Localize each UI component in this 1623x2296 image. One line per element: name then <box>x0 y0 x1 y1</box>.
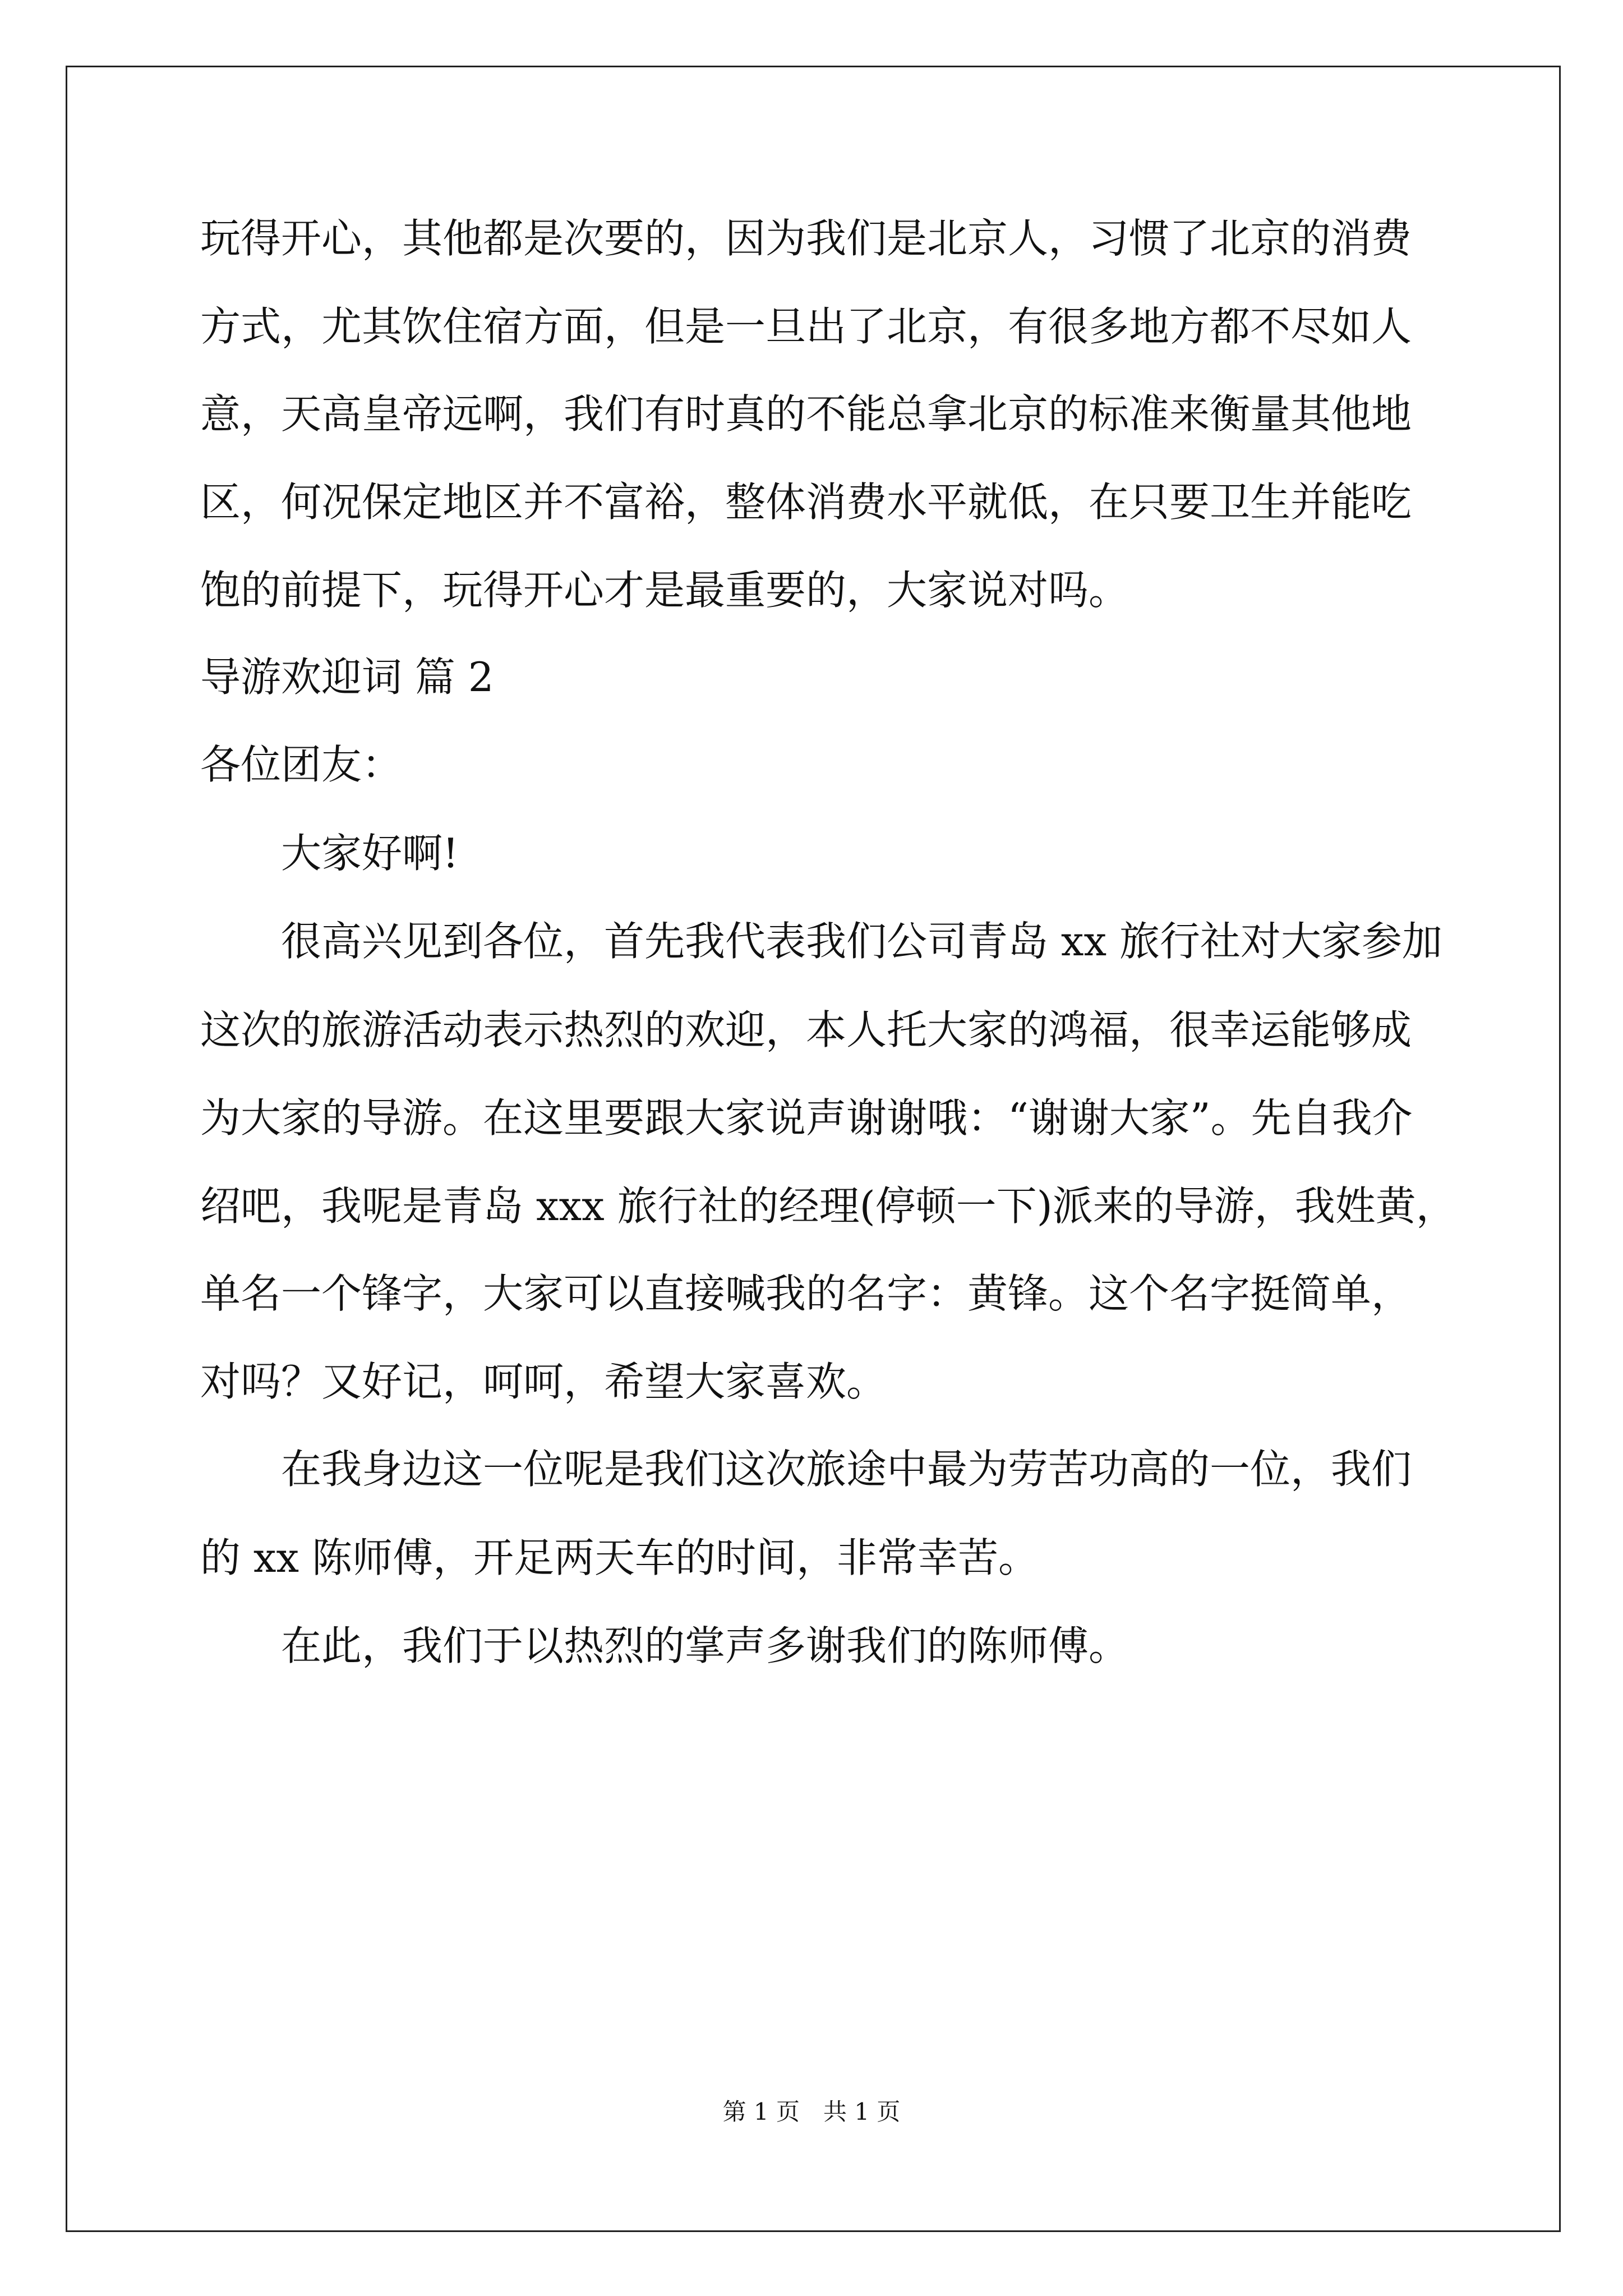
paragraph-line: 的 xx 陈师傅，开足两天车的时间，非常幸苦。 <box>200 1534 1039 1581</box>
page-number-footer: 第 1 页 共 1 页 <box>722 2098 901 2125</box>
paragraph-line: 对吗？又好记，呵呵，希望大家喜欢。 <box>200 1358 887 1405</box>
paragraph-line: 方式，尤其饮住宿方面，但是一旦出了北京，有很多地方都不尽如人 <box>200 303 1412 350</box>
paragraph-line: 在此，我们于以热烈的掌声多谢我们的陈师傅。 <box>281 1622 1129 1669</box>
paragraph-line: 单名一个锋字，大家可以直接喊我的名字：黄锋。这个名字挺简单， <box>200 1270 1412 1317</box>
paragraph-line: 玩得开心，其他都是次要的，因为我们是北京人，习惯了北京的消费 <box>200 215 1412 262</box>
paragraph-line: 在我身边这一位呢是我们这次旅途中最为劳苦功高的一位，我们 <box>281 1446 1412 1493</box>
salutation: 各位团友： <box>200 741 403 788</box>
paragraph-line: 为大家的导游。在这里要跟大家说声谢谢哦：“谢谢大家”。先自我介 <box>200 1094 1413 1142</box>
paragraph-line: 区，何况保定地区并不富裕，整体消费水平就低，在只要卫生并能吃 <box>200 478 1412 526</box>
paragraph-line: 这次的旅游活动表示热烈的欢迎，本人托大家的鸿福，很幸运能够成 <box>200 1006 1412 1053</box>
greeting: 大家好啊! <box>281 830 459 877</box>
paragraph-line: 饱的前提下，玩得开心才是最重要的，大家说对吗。 <box>200 567 1129 614</box>
paragraph-line: 绍吧，我呢是青岛 xxx 旅行社的经理(停顿一下)派来的导游，我姓黄， <box>200 1182 1456 1230</box>
paragraph-line: 意，天高皇帝远啊，我们有时真的不能总拿北京的标准来衡量其他地 <box>200 390 1412 438</box>
paragraph-line: 很高兴见到各位，首先我代表我们公司青岛 xx 旅行社对大家参加 <box>281 918 1442 965</box>
section-heading: 导游欢迎词 篇 2 <box>200 654 494 701</box>
